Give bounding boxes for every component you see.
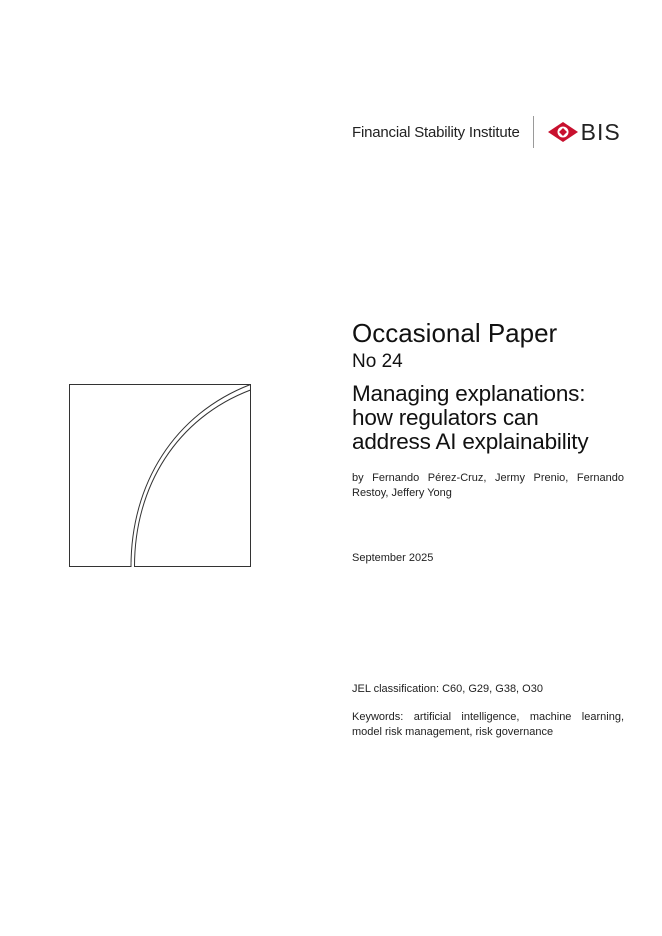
cover-illustration bbox=[69, 384, 252, 573]
institute-name: Financial Stability Institute bbox=[352, 123, 520, 141]
bis-logo-text: BIS bbox=[580, 118, 621, 145]
paper-number: No 24 bbox=[352, 351, 403, 372]
paper-title-line: how regulators can bbox=[352, 405, 539, 430]
paper-keywords: Keywords: artificial intelligence, machine learning, model risk management, risk governance bbox=[352, 711, 624, 738]
publication-date: September 2025 bbox=[352, 552, 434, 564]
publisher-header bbox=[352, 116, 621, 148]
paper-title-line: address AI explainability bbox=[352, 429, 589, 454]
brand-divider bbox=[533, 116, 534, 148]
paper-authors: by Fernando Pérez-Cruz, Jermy Prenio, Fernando Restoy, Jeffery Yong bbox=[352, 472, 624, 499]
quarter-arc-graphic bbox=[69, 384, 252, 568]
jel-classification: JEL classification: C60, G29, G38, O30 bbox=[352, 683, 543, 695]
bis-logo bbox=[547, 118, 621, 145]
series-title: Occasional Paper bbox=[352, 318, 558, 348]
paper-title-line: Managing explanations: bbox=[352, 381, 586, 406]
paper-title bbox=[352, 382, 624, 454]
bis-emblem-icon bbox=[547, 121, 579, 143]
